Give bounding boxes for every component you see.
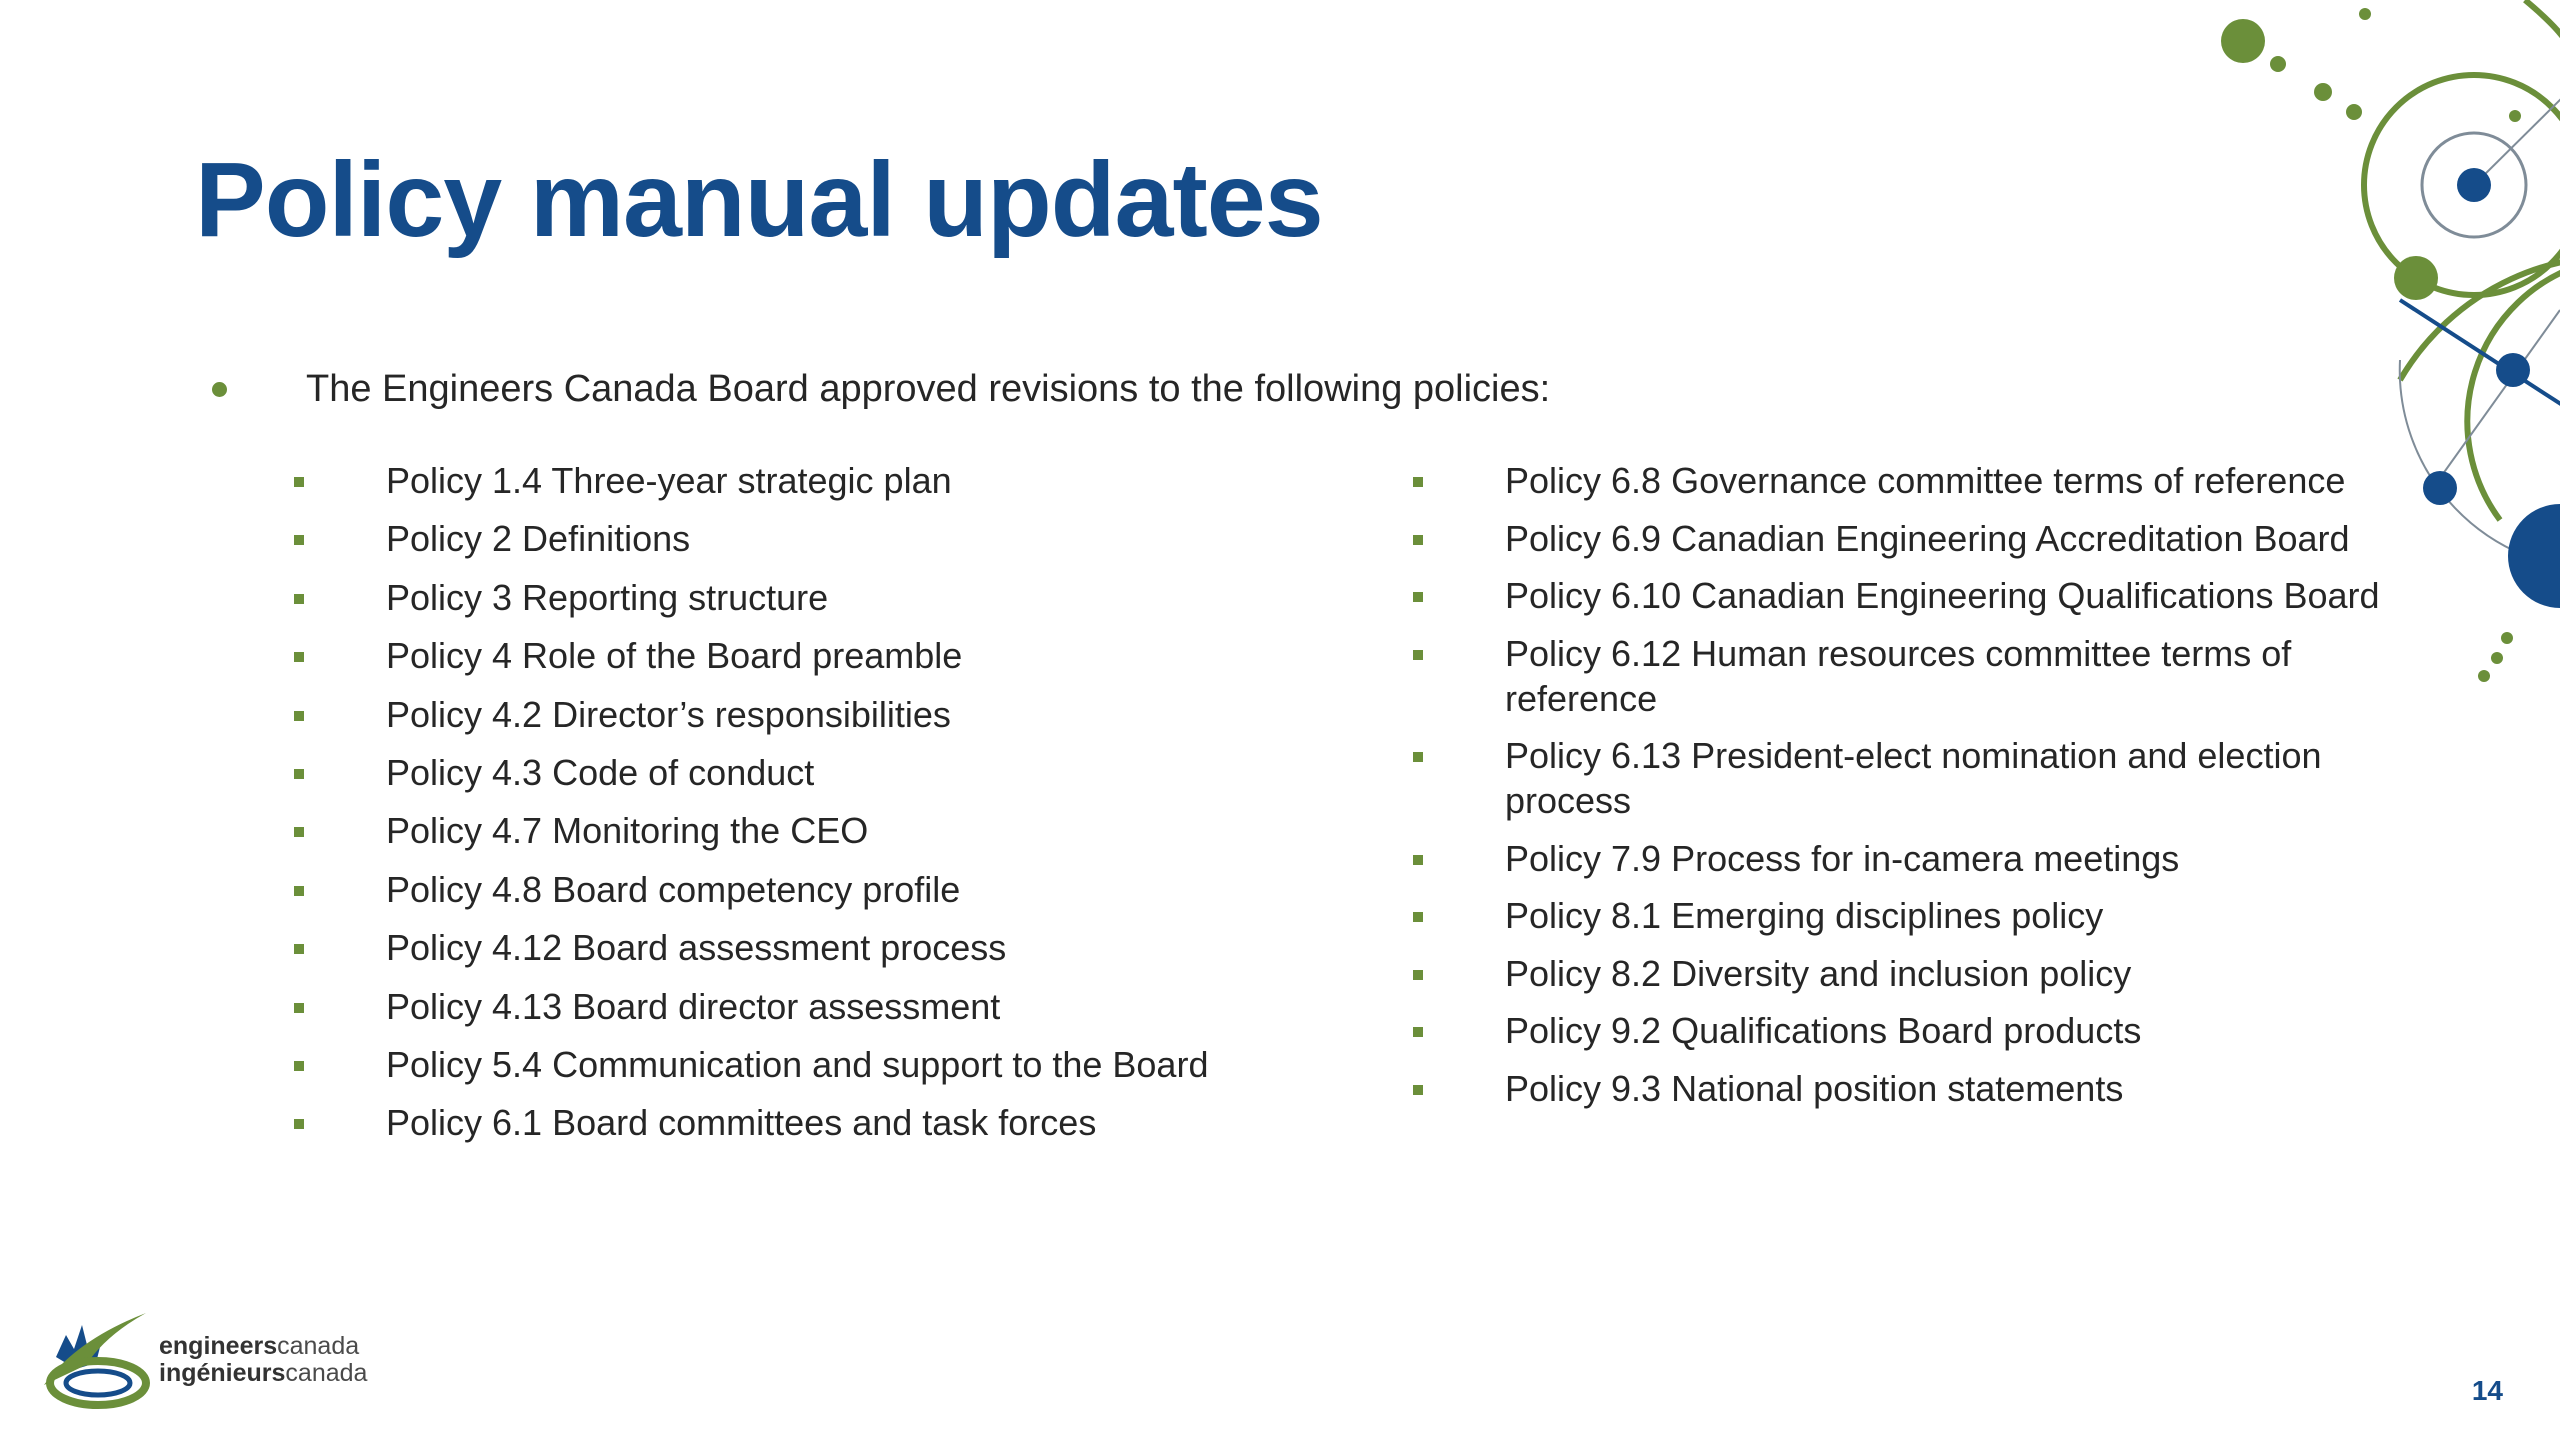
intro-bullet [212, 362, 1550, 416]
list-item [1413, 836, 2383, 881]
engineers-canada-logo [36, 1305, 367, 1415]
square-bullet-icon [294, 711, 304, 721]
square-bullet-icon [294, 886, 304, 896]
list-item [1413, 951, 2383, 996]
logo-wordmark [159, 1333, 367, 1387]
square-bullet-icon [294, 769, 304, 779]
policy-label: Policy 7.9 Process for in-camera meetings [1505, 837, 2180, 879]
policy-label: Policy 6.10 Canadian Engineering Qualifications Board [1505, 575, 2380, 616]
logo-light-english: canada [277, 1332, 360, 1360]
policy-label: Policy 6.13 President-elect nomination and election process [1505, 735, 2322, 821]
square-bullet-icon [294, 944, 304, 954]
list-item [294, 692, 1354, 737]
list-item [294, 750, 1354, 795]
square-bullet-icon [294, 535, 304, 545]
policy-label: Policy 4.7 Monitoring the CEO [386, 810, 869, 852]
policy-label: Policy 9.3 National position statements [1505, 1067, 2124, 1109]
policy-label: Policy 2 Definitions [386, 518, 691, 560]
policy-label: Policy 1.4 Three-year strategic plan [386, 460, 952, 501]
square-bullet-icon [1413, 912, 1423, 922]
policy-label: Policy 9.2 Qualifications Board products [1505, 1010, 2142, 1051]
square-bullet-icon [294, 827, 304, 837]
square-bullet-icon [1413, 1085, 1423, 1095]
square-bullet-icon [1413, 535, 1423, 545]
list-item [294, 867, 1354, 912]
policy-label: Policy 5.4 Communication and support to the Board [386, 1043, 1209, 1085]
square-bullet-icon [294, 594, 304, 604]
square-bullet-icon [1413, 477, 1423, 487]
policy-label: Policy 4 Role of the Board preamble [386, 635, 963, 677]
policy-label: Policy 8.2 Diversity and inclusion policy [1505, 952, 2132, 994]
list-item [294, 458, 1354, 503]
policy-label: Policy 6.12 Human resources committee terms of reference [1505, 632, 2292, 719]
list-item [294, 925, 1354, 970]
policy-label: Policy 4.13 Board director assessment [386, 985, 1001, 1027]
policy-list-left [294, 458, 1354, 1159]
policy-label: Policy 3 Reporting structure [386, 576, 829, 618]
square-bullet-icon [294, 1003, 304, 1013]
list-item [294, 808, 1354, 853]
square-bullet-icon [1413, 970, 1423, 980]
intro-text: The Engineers Canada Board approved revisions to the following policies: [306, 368, 1551, 410]
policy-label: Policy 4.3 Code of conduct [386, 751, 815, 793]
square-bullet-icon [1413, 1027, 1423, 1037]
list-item [1413, 733, 2383, 823]
square-bullet-icon [1413, 855, 1423, 865]
list-item [294, 633, 1354, 678]
list-item [294, 575, 1354, 620]
page-number: 14 [2471, 1375, 2503, 1406]
square-bullet-icon [1413, 592, 1423, 602]
list-item [294, 516, 1354, 561]
orbit-circles-decoration-icon [2160, 0, 2560, 720]
square-bullet-icon [1413, 650, 1423, 660]
list-item [1413, 893, 2383, 938]
logo-light-french: canada [285, 1359, 368, 1387]
logo-bold-english: engineers [159, 1332, 278, 1360]
policy-label: Policy 4.2 Director’s responsibilities [386, 693, 951, 735]
list-item [294, 1100, 1354, 1145]
bullet-dot-icon [212, 382, 227, 397]
slide-title: Policy manual updates [195, 141, 1323, 259]
list-item [294, 1042, 1354, 1087]
logo-line-english [159, 1333, 367, 1360]
list-item [1413, 1066, 2383, 1111]
policy-label: Policy 6.9 Canadian Engineering Accreditation Board [1505, 517, 2350, 559]
policy-label: Policy 6.8 Governance committee terms of reference [1505, 460, 2346, 501]
policy-label: Policy 8.1 Emerging disciplines policy [1505, 895, 2104, 936]
logo-bold-french: ingénieurs [159, 1359, 286, 1387]
policy-label: Policy 6.1 Board committees and task forces [386, 1102, 1097, 1144]
square-bullet-icon [294, 652, 304, 662]
list-item [294, 984, 1354, 1029]
square-bullet-icon [294, 477, 304, 487]
square-bullet-icon [1413, 752, 1423, 762]
square-bullet-icon [294, 1119, 304, 1129]
maple-leaf-swoosh-logo-icon [36, 1305, 151, 1415]
square-bullet-icon [294, 1061, 304, 1071]
policy-label: Policy 4.8 Board competency profile [386, 868, 961, 910]
list-item [1413, 1008, 2383, 1053]
policy-label: Policy 4.12 Board assessment process [386, 927, 1007, 969]
logo-line-french [159, 1360, 367, 1387]
